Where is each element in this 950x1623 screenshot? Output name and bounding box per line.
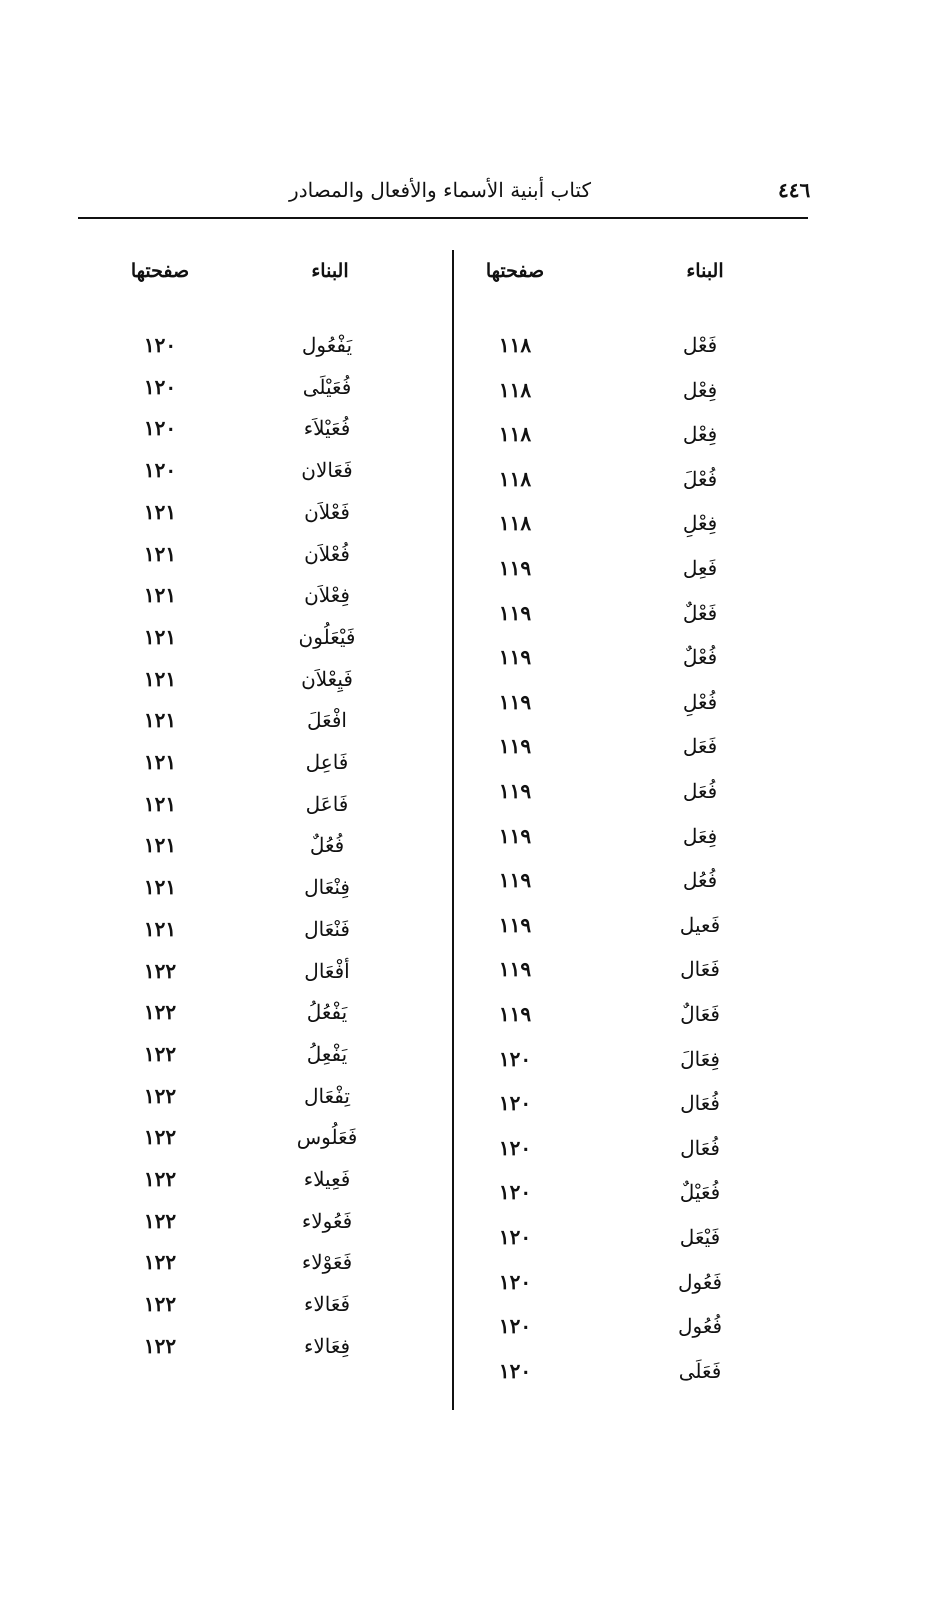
pattern-cell: فُعُل (682, 868, 718, 893)
page-number-cell: ١١٨ (498, 466, 532, 491)
pattern-cell: فِعَل (682, 823, 718, 848)
page-number-cell: ١١٩ (498, 912, 532, 937)
pattern-cell: فَعِيلاء (303, 1167, 351, 1191)
pattern-cell: فُعْلاَن (304, 541, 350, 566)
pattern-cell: فَعَال (680, 957, 720, 982)
pattern-cell: فُعَال (680, 1135, 720, 1160)
page-number-cell: ١١٩ (498, 556, 532, 580)
pattern-cell: فَعُولاء (301, 1208, 353, 1233)
page-number-cell: ١٢٢ (143, 1333, 177, 1358)
page-number-cell: ١٢٠ (498, 1046, 532, 1071)
page-number-cell: ١٢١ (143, 583, 177, 608)
page-number: ٤٤٦ (778, 178, 811, 202)
page-number-cell: ١٢١ (143, 750, 177, 774)
page-number-cell: ١١٨ (498, 333, 532, 357)
pattern-cell: فِنْعَال (304, 875, 350, 900)
page-number-cell: ١٢١ (143, 833, 177, 858)
column-divider (452, 250, 454, 1410)
page-number-cell: ١١٩ (498, 823, 532, 848)
page-number-cell: ١١٩ (498, 957, 532, 982)
pattern-cell: فَعَلُوس (296, 1125, 358, 1150)
page-number-cell: ١٢١ (143, 666, 177, 691)
page-number-cell: ١١٩ (498, 1002, 532, 1026)
page-number-cell: ١٢٠ (143, 374, 177, 399)
pattern-cell: فَعْلاَن (304, 499, 350, 524)
pattern-cell: يَفْعُلُ (306, 1000, 348, 1025)
pattern-cell: فُعَال (680, 1091, 720, 1116)
pattern-cell: فُعْلٌ (682, 645, 718, 670)
pattern-cell: فَيْعَل (679, 1225, 721, 1249)
page-number-cell: ١٢١ (143, 499, 177, 524)
pattern-cell: فَاعِل (305, 750, 349, 774)
page-number-cell: ١٢٢ (143, 958, 177, 983)
pattern-cell: فَعَالاء (303, 1292, 351, 1317)
pattern-cell: فَعْلٌ (682, 600, 718, 625)
pattern-cell: فَعَوْلاء (301, 1250, 353, 1275)
pattern-cell: فِعْل (682, 422, 718, 447)
left-page-header: صفحتها (130, 260, 190, 282)
page-number-cell: ١٢٠ (498, 1314, 532, 1339)
page-number-cell: ١٢٢ (143, 1208, 177, 1233)
page-number-cell: ١١٩ (498, 689, 532, 714)
page-number-cell: ١١٩ (498, 645, 532, 670)
right-pattern-header: البناء (686, 260, 724, 282)
page-number-cell: ١٢٠ (498, 1225, 532, 1249)
page-number-cell: ١٢٠ (498, 1180, 532, 1205)
pattern-cell: فَعَالٌ (680, 1002, 720, 1026)
pattern-cell: فُعُول (677, 1314, 723, 1339)
page-number-cell: ١٢١ (143, 791, 177, 816)
pattern-cell: تِفْعَال (304, 1083, 350, 1108)
page-number-cell: ١٢٢ (143, 1125, 177, 1150)
page-number-cell: ١١٨ (498, 377, 532, 402)
pattern-cell: فَيِعْلاَن (301, 666, 353, 691)
page-number-cell: ١٢١ (143, 708, 177, 733)
pattern-cell: فَاعَل (305, 791, 349, 816)
pattern-cell: فَنْعَال (304, 916, 350, 941)
page-number-cell: ١٢١ (143, 875, 177, 900)
pattern-cell: فُعَيْلَى (302, 374, 352, 399)
page-number-cell: ١٢٠ (143, 416, 177, 441)
pattern-cell: افْعَلَ (307, 708, 347, 733)
page-number-cell: ١٢٢ (143, 1250, 177, 1275)
pattern-cell: فَعَلَى (678, 1358, 722, 1383)
page-number-cell: ١٢٠ (143, 458, 177, 483)
page-number-cell: ١٢٠ (143, 333, 177, 357)
pattern-cell: فَعَل (682, 734, 718, 759)
pattern-cell: فُعَل (682, 779, 718, 803)
page-number-cell: ١٢١ (143, 916, 177, 941)
pattern-cell: فُعُلٌ (309, 833, 345, 858)
right-page-header: صفحتها (485, 260, 545, 282)
page-number-cell: ١٢٠ (498, 1091, 532, 1116)
pattern-cell: فَعِل (682, 556, 718, 580)
page-number-cell: ١٢٢ (143, 1083, 177, 1108)
pattern-cell: يَفْعِلُ (306, 1041, 348, 1066)
pattern-cell: فِعْلاَن (304, 583, 350, 608)
left-pattern-header: البناء (311, 260, 349, 282)
pattern-cell: فَعْل (682, 333, 718, 357)
page-number-cell: ١١٩ (498, 779, 532, 803)
page-number-cell: ١١٨ (498, 422, 532, 447)
pattern-cell: فِعْلِ (682, 511, 718, 536)
pattern-cell: فَيْعَلُون (298, 624, 356, 649)
pattern-cell: فُعَيْلاَء (303, 416, 351, 441)
pattern-cell: فِعَالَ (680, 1046, 720, 1071)
pattern-cell: فَعَالان (301, 458, 353, 483)
pattern-cell: يَفْعُول (301, 333, 353, 357)
pattern-cell: فِعَالاء (303, 1333, 351, 1358)
page-number-cell: ١١٩ (498, 868, 532, 893)
pattern-cell: فُعْلِ (682, 689, 718, 714)
pattern-cell: فُعْلَ (682, 466, 718, 491)
page-number-cell: ١٢٢ (143, 1292, 177, 1317)
pattern-cell: أفْعَال (304, 958, 350, 983)
pattern-cell: فَعُول (677, 1269, 723, 1294)
running-title: كتاب أبنية الأسماء والأفعال والمصادر (289, 178, 591, 202)
page-number-cell: ١١٨ (498, 511, 532, 536)
page-number-cell: ١١٩ (498, 600, 532, 625)
page-number-cell: ١٢١ (143, 541, 177, 566)
page-number-cell: ١٢٠ (498, 1135, 532, 1160)
page-number-cell: ١٢٠ (498, 1269, 532, 1294)
pattern-cell: فَعيل (679, 912, 721, 937)
page-number-cell: ١٢٠ (498, 1358, 532, 1383)
page-number-cell: ١٢٢ (143, 1000, 177, 1025)
page-number-cell: ١١٩ (498, 734, 532, 759)
page-number-cell: ١٢١ (143, 624, 177, 649)
page-number-cell: ١٢٢ (143, 1041, 177, 1066)
header-divider (78, 217, 808, 219)
pattern-cell: فُعَيْلٌ (679, 1180, 721, 1205)
pattern-cell: فِعْل (682, 377, 718, 402)
page-number-cell: ١٢٢ (143, 1167, 177, 1191)
